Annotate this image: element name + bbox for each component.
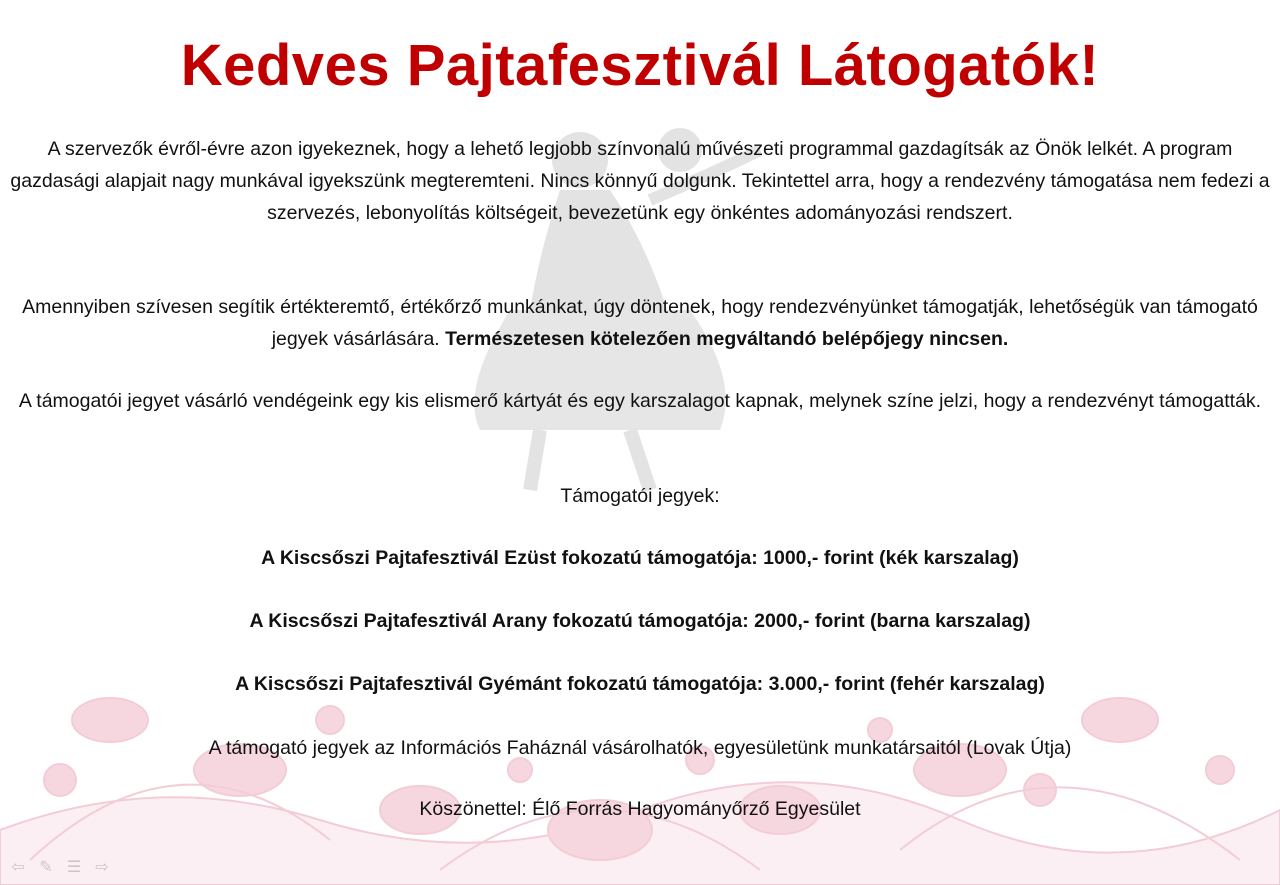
support-paragraph (10, 291, 1270, 355)
ticket-gold: A Kiscsőszi Pajtafesztivál Arany fokozatú támogatója: 2000,- forint (barna karszalag) (249, 610, 1031, 632)
support-text: Amennyiben szívesen segítik értékteremtő, értékőrző munkánkat, úgy döntenek, hogy rendezvényünket támogatják, lehetőségük van támogató jegyek vásárlására. (22, 296, 1258, 350)
arrow-left-icon[interactable]: ⇦ (11, 856, 25, 876)
ticket-diamond: A Kiscsőszi Pajtafesztivál Gyémánt fokozatú támogatója: 3.000,- forint (fehér karszalag) (235, 673, 1045, 695)
arrow-right-icon[interactable]: ⇨ (95, 856, 109, 876)
purchase-info: A támogató jegyek az Információs Faháznál vásárolhatók, egyesületünk munkatársaitól (Lovak Útja) (208, 737, 1072, 759)
menu-icon[interactable]: ☰ (66, 856, 82, 876)
ticket-silver: A Kiscsőszi Pajtafesztivál Ezüst fokozatú támogatója: 1000,- forint (kék karszalag) (261, 547, 1019, 569)
thanks-signature: Köszönettel: Élő Forrás Hagyományőrző Egyesület (419, 798, 861, 820)
pen-icon[interactable]: ✎ (39, 856, 53, 876)
no-mandatory-ticket-note: Természetesen kötelezően megváltandó belépőjegy nincsen. (445, 328, 1009, 350)
page-title: Kedves Pajtafesztivál Látogatók! (180, 33, 1100, 98)
slide-navigation (8, 855, 112, 877)
tickets-heading: Támogatói jegyek: (560, 485, 720, 507)
wristband-paragraph: A támogatói jegyet vásárló vendégeink egy kis elismerő kártyát és egy karszalagot kapnak, melynek színe jelzi, hogy a rendezvényt támogatták. (18, 390, 1262, 412)
intro-paragraph: A szervezők évről-évre azon igyekeznek, hogy a lehető legjobb színvonalú művészeti programmal gazdagítsák az Önök lelkét. A program gazdasági alapjait nagy munkával igyekszünk megteremteni. Nincs könnyű dolgunk. Tekintettel arra, hogy a rendezvény támogatása nem fedezi a szervezés, lebonyolítás költségeit, bevezetünk egy önkéntes adományozási rendszert. (10, 138, 1270, 224)
